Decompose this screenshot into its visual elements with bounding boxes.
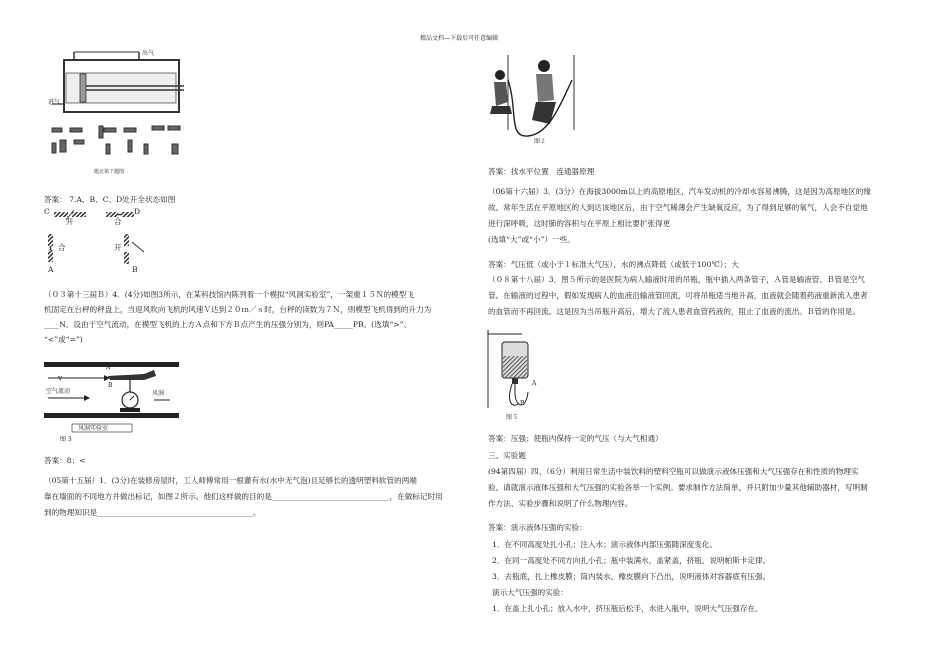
- fig5-a-label: A: [532, 380, 537, 387]
- answer-94-4: 答案：演示液体压强的实验：: [488, 523, 587, 532]
- valve-a-label: A: [48, 265, 54, 274]
- fig5-caption: 图５: [506, 414, 519, 421]
- question-line: （０３第十三届Ｂ）4．(4分)如图3所示，在某科技馆内陈列着一个模拟“风洞实验室”，一架重１５Ｎ的模型飞: [44, 290, 414, 299]
- question-94-4: [488, 466, 868, 509]
- answer-08-3: 答案：压强；使瓶内保持一定的气压（与大气相通）: [488, 434, 663, 443]
- fig3-a-label: A: [106, 364, 111, 371]
- question-line: 机固定在台秤的秤盘上，当迎风吹向飞机的风速Ｖ达到２０ｍ／ｓ时，台秤的读数为７Ｎ，则模型飞机得到的升力为: [44, 305, 432, 314]
- section-heading: 三、实验题: [488, 451, 526, 460]
- fig5-b-label: B: [520, 400, 525, 407]
- question-line: “<”或“=”): [44, 335, 83, 344]
- fig7-outlet-label: 出气: [142, 50, 155, 57]
- fig7-inlet-label: 进气: [48, 99, 61, 106]
- figure-2-workers-hose: [488, 50, 588, 145]
- question-line: ____N。设由于空气流动，在模型飞机的上方Ａ点和下方Ｂ点产生的压强分别为，则PA_____PB。(选填“>”、: [44, 320, 412, 329]
- fig3-room-label: 风洞实验室: [78, 425, 109, 432]
- fig7-caption: 题北第７题图: [94, 169, 125, 175]
- valve-d-state: 合: [114, 217, 122, 226]
- answer-4: 答案：8；<: [44, 456, 86, 465]
- fig3-v-label: v: [58, 373, 63, 382]
- question-line: 验。请就演示液体压强和大气压强的实验各举一个实例。要求制作方法简单，并只附加少量其他辅助器材，写明制: [488, 483, 868, 492]
- figure-3-wind-tunnel: [44, 360, 184, 445]
- valve-b-label: B: [132, 265, 138, 274]
- fig3-air-label: 空气流动: [46, 388, 71, 395]
- atm-heading: 演示大气压强的实验：: [492, 588, 568, 597]
- answer-05-1: 答案：找水平位置 连通器原理: [488, 167, 595, 176]
- question-line: (选填“大”或“小”）一些。: [488, 235, 575, 244]
- question-line: （05第十五届）1．(3分)在装修房屋时，工人师傅常用一根灌有水(水中无气泡)且足够长的透明塑料软管的两端: [44, 476, 417, 485]
- fig3-fan-label: 风洞: [152, 390, 165, 397]
- figure-5-iv-bottle: [482, 328, 552, 423]
- list-item: 1．在盖上扎小孔；放入水中，挤压瓶后松手，水进入瓶中，说明大气压强存在。: [492, 604, 763, 613]
- answer-06-3: 答案：气压低（或小于１标准大气压），水的沸点降低（或低于100℃）；大: [488, 260, 739, 269]
- liquid-pressure-list: [492, 539, 770, 614]
- valve-b-state: 开: [114, 243, 122, 252]
- valve-state-diagram: [44, 206, 154, 276]
- answer-7: 答案： 7.A、B、C、D处开全状态如图: [44, 195, 176, 204]
- question-line: 靠在墙面的不同地方并做出标记，如图２所示。他们这样做的目的是_______________________________，在做标记时用: [44, 492, 443, 501]
- question-line: 到的物理知识是_________________________________________。: [44, 508, 261, 517]
- fig3-caption: 图 3: [60, 436, 72, 443]
- page-header: 精品文档---下载后可任意编辑: [420, 35, 499, 42]
- list-item: 3．去瓶底，扎上橡皮膜；筒内装水，橡皮膜向下凸出，说明液体对容器底有压强。: [492, 572, 771, 581]
- question-line: 的血管而不再回流。这是因为当吊瓶升高后，增大了流入患者血管药液的，阻止了血液的流出。Ｂ管的作用是。: [488, 307, 861, 316]
- list-item: 2．在同一高度处不同方向扎小孔；瓶中装满水，盖紧盖，挤瓶，说明帕斯卡定律。: [492, 556, 771, 565]
- figure-7-cylinder-diagram: [44, 48, 194, 198]
- valve-d-label: D: [134, 207, 141, 216]
- question-line: （06第十六届）3．(3分）在海拔3000m以上的高原地区，汽车发动机的冷却水容易沸腾，这是因为高原地区的缘: [488, 187, 871, 196]
- valve-c-label: C: [44, 207, 50, 216]
- valve-a-state: 合: [58, 243, 66, 252]
- list-item: 1．在不同高度处扎小孔；注入水；演示液体内部压强随深度变化。: [492, 540, 718, 549]
- question-line: 进行深呼吸，这时肺的容积与在平原上相比要扩张得更: [488, 219, 671, 228]
- fig3-b-label: B: [108, 382, 113, 389]
- question-line: (94第四届）四、（6分）利用日常生活中装饮料的塑料空瓶可以做演示液体压强和大气压强存在和性质的物理实: [488, 467, 859, 476]
- question-line: 故。常年生活在平原地区的人到达该地区后，由于空气稀薄会产生缺氧反应，为了得到足够的氧气，人会不自觉地: [488, 203, 868, 212]
- question-line: 管。在输液的过程中，假如发现病人的血液沿输液管回流，可将吊瓶适当地升高，血液就会随着药液重新流入患者: [488, 291, 868, 300]
- question-line: 作方法、实验步骤和说明了什么物理内容。: [488, 499, 633, 508]
- fig2-caption: 图２: [534, 138, 547, 145]
- question-08-3: [488, 274, 868, 317]
- question-05-1: [44, 475, 443, 518]
- question-06-3: [488, 186, 871, 245]
- question-line: （０８第十八届）3．图５所示的是医院为病人输液时用的吊瓶，瓶中插入两条管子，Ａ管是输液管、Ｂ管是空气: [488, 275, 865, 284]
- valve-c-state: 开: [66, 217, 74, 226]
- question-03-4: [44, 289, 431, 345]
